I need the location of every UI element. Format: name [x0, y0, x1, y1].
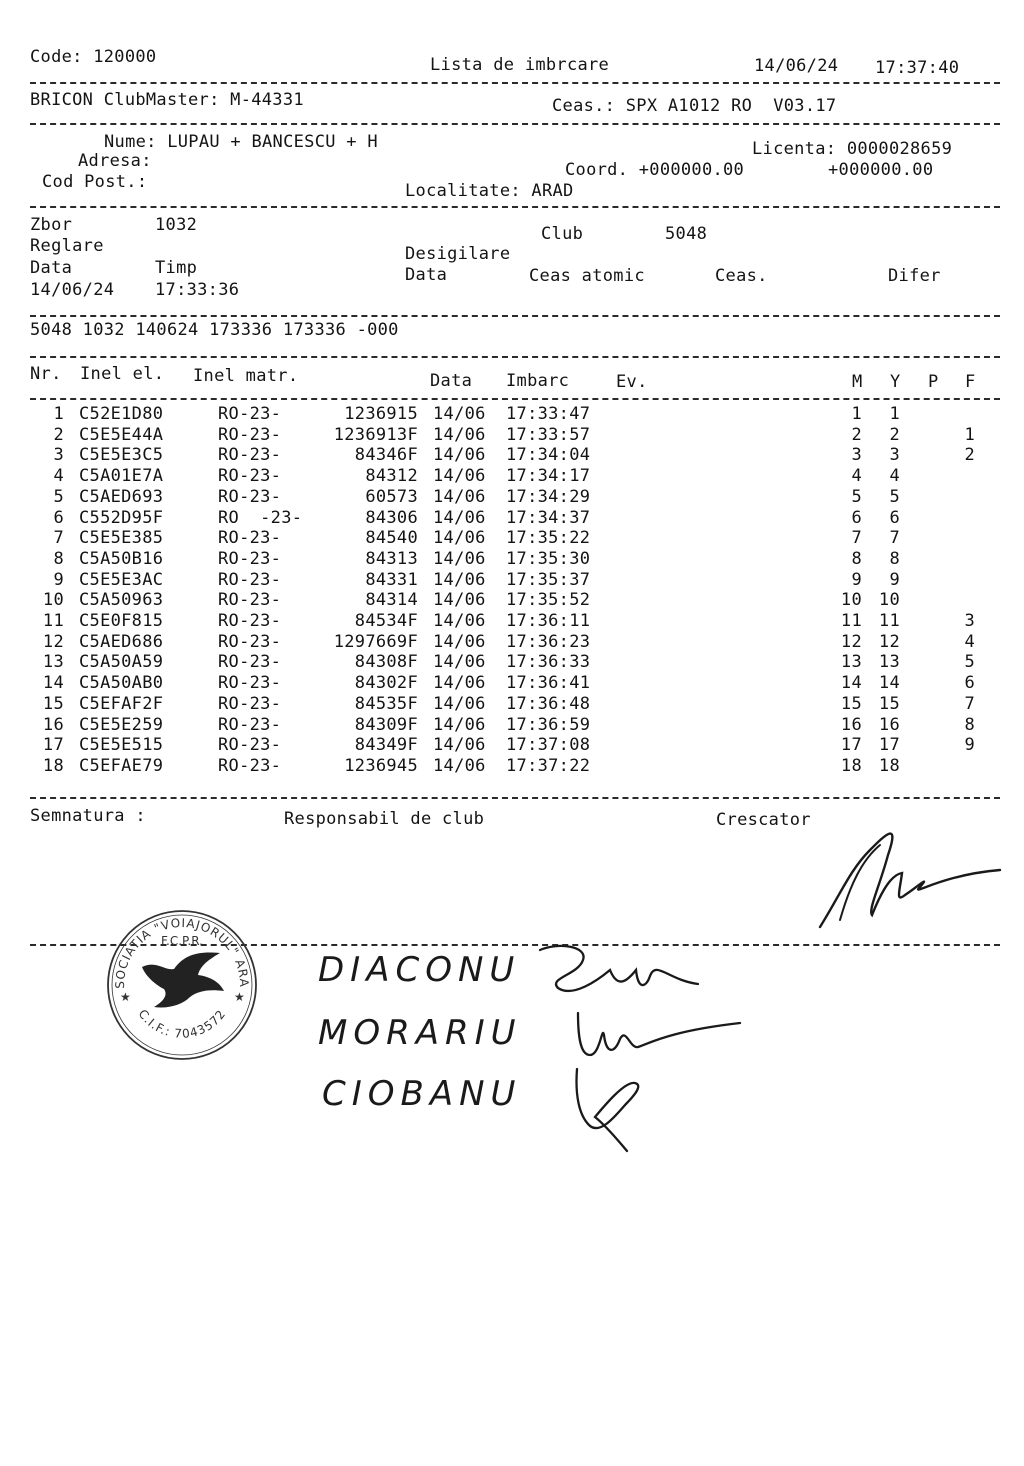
divider: [30, 206, 1000, 208]
signature-label: Semnatura :: [30, 806, 146, 826]
cell-date: 14/06: [433, 466, 486, 486]
cell-date: 14/06: [433, 673, 486, 693]
cell-nr: 9: [53, 570, 64, 590]
col-m: M: [852, 372, 863, 392]
stamp-bottom-text: C.I.F.: 7043572: [135, 1006, 229, 1041]
cell-inel-matr: RO-23-: [218, 632, 282, 652]
cell-inel-el: C5A50AB0: [79, 673, 164, 693]
dove-icon: [142, 953, 224, 1008]
signature-morariu: [570, 1005, 750, 1065]
handwritten-name-1: DIACONU: [318, 950, 521, 990]
flight-label: Zbor: [30, 215, 73, 235]
cell-inel-matr: RO-23-: [218, 673, 282, 693]
cell-inel-el: C5E5E44A: [79, 425, 164, 445]
cell-y: 10: [878, 590, 900, 610]
clock-label: Ceas.: [715, 266, 768, 286]
cell-ring-number: 84308F: [354, 652, 418, 672]
cell-m: 15: [840, 694, 862, 714]
cell-time: 17:36:41: [506, 673, 591, 693]
cell-date: 14/06: [433, 528, 486, 548]
stamp-mid-text: F.C.P.R.: [161, 934, 203, 948]
cell-time: 17:35:37: [506, 570, 591, 590]
cell-inel-matr: RO-23-: [218, 425, 282, 445]
cell-ring-number: 84306: [365, 508, 418, 528]
cell-m: 11: [840, 611, 862, 631]
cell-inel-el: C5E5E259: [79, 715, 164, 735]
cell-inel-matr: RO-23-: [218, 715, 282, 735]
cell-inel-matr: RO-23-: [218, 735, 282, 755]
cell-time: 17:34:17: [506, 466, 591, 486]
cell-f: 7: [964, 694, 975, 714]
cell-inel-matr: RO-23-: [218, 466, 282, 486]
divider: [30, 123, 1000, 125]
divider: [30, 315, 1000, 317]
cell-nr: 3: [53, 445, 64, 465]
col-p: P: [928, 372, 939, 392]
cell-y: 3: [889, 445, 900, 465]
cell-y: 12: [878, 632, 900, 652]
cell-inel-matr: RO-23-: [218, 590, 282, 610]
handwritten-name-3: CIOBANU: [322, 1074, 522, 1114]
cell-m: 16: [840, 715, 862, 735]
col-f: F: [965, 372, 976, 392]
col-inel-el: Inel el.: [80, 364, 165, 384]
club-number: 5048: [665, 224, 708, 244]
table-row: [0, 528, 1024, 549]
cell-inel-el: C552D95F: [79, 508, 164, 528]
cell-y: 17: [878, 735, 900, 755]
cell-date: 14/06: [433, 715, 486, 735]
cell-m: 18: [840, 756, 862, 776]
cell-m: 17: [840, 735, 862, 755]
divider: [30, 398, 1000, 400]
locality: Localitate: ARAD: [405, 181, 574, 201]
table-row: [0, 508, 1024, 529]
cell-time: 17:34:29: [506, 487, 591, 507]
cell-inel-el: C5E0F815: [79, 611, 164, 631]
cell-inel-el: C5EFAE79: [79, 756, 164, 776]
cell-inel-el: C5E5E385: [79, 528, 164, 548]
cell-m: 14: [840, 673, 862, 693]
cell-date: 14/06: [433, 404, 486, 424]
print-date: 14/06/24: [754, 56, 839, 76]
cell-ring-number: 60573: [365, 487, 418, 507]
cell-f: 9: [964, 735, 975, 755]
cell-inel-el: C5EFAF2F: [79, 694, 164, 714]
cell-inel-matr: RO -23-: [218, 508, 303, 528]
cell-ring-number: 1236913F: [333, 425, 418, 445]
cell-y: 5: [889, 487, 900, 507]
signature-ciobanu: [565, 1065, 655, 1155]
cell-y: 15: [878, 694, 900, 714]
cell-m: 6: [851, 508, 862, 528]
cell-f: 2: [964, 445, 975, 465]
breeder-label: Crescator: [716, 810, 811, 830]
cell-time: 17:36:11: [506, 611, 591, 631]
cell-date: 14/06: [433, 425, 486, 445]
cell-inel-el: C5E5E3AC: [79, 570, 164, 590]
signature-diaconu: [528, 940, 708, 1000]
cell-ring-number: 84346F: [354, 445, 418, 465]
code-label: Code: 120000: [30, 47, 157, 67]
postal-code-label: Cod Post.:: [42, 172, 148, 192]
divider: [30, 356, 1000, 358]
divider: [30, 797, 1000, 799]
svg-text:C.I.F.: 7043572: [135, 1007, 228, 1041]
cell-nr: 18: [42, 756, 64, 776]
cell-ring-number: 84534F: [354, 611, 418, 631]
cell-m: 7: [851, 528, 862, 548]
cell-nr: 13: [42, 652, 64, 672]
cell-nr: 2: [53, 425, 64, 445]
table-row: [0, 487, 1024, 508]
cell-m: 1: [851, 404, 862, 424]
svg-text:★: ★: [234, 990, 245, 1004]
cell-date: 14/06: [433, 611, 486, 631]
cell-y: 18: [878, 756, 900, 776]
cell-ring-number: 1297669F: [333, 632, 418, 652]
table-row: [0, 570, 1024, 591]
cell-f: 8: [964, 715, 975, 735]
coordinates-1: Coord. +000000.00: [565, 160, 745, 180]
table-row: [0, 756, 1024, 777]
cell-m: 10: [840, 590, 862, 610]
cell-m: 9: [851, 570, 862, 590]
document-title: Lista de imbrcare: [430, 55, 610, 75]
table-row: [0, 611, 1024, 632]
cell-time: 17:35:30: [506, 549, 591, 569]
cell-ring-number: 84540: [365, 528, 418, 548]
cell-ring-number: 84535F: [354, 694, 418, 714]
cell-nr: 6: [53, 508, 64, 528]
cell-y: 11: [878, 611, 900, 631]
col-imbarc: Imbarc: [506, 371, 570, 391]
table-row: [0, 404, 1024, 425]
cell-y: 7: [889, 528, 900, 548]
owner-name: Nume: LUPAU + BANCESCU + H: [104, 132, 378, 152]
cell-date: 14/06: [433, 549, 486, 569]
cell-y: 9: [889, 570, 900, 590]
reg-date-label: Data: [30, 258, 73, 278]
difference-label: Difer: [888, 266, 941, 286]
cell-inel-el: C52E1D80: [79, 404, 164, 424]
flight-number: 1032: [155, 215, 198, 235]
cell-inel-el: C5AED686: [79, 632, 164, 652]
col-y: Y: [890, 372, 901, 392]
col-inel-matr: Inel matr.: [193, 366, 299, 386]
cell-ring-number: 84331: [365, 570, 418, 590]
table-row: [0, 466, 1024, 487]
cell-date: 14/06: [433, 694, 486, 714]
table-row: [0, 425, 1024, 446]
cell-time: 17:36:23: [506, 632, 591, 652]
cell-inel-matr: RO-23-: [218, 694, 282, 714]
cell-ring-number: 84314: [365, 590, 418, 610]
cell-f: 4: [964, 632, 975, 652]
reg-time-label: Timp: [155, 258, 198, 278]
license-number: Licenta: 0000028659: [752, 139, 953, 159]
table-row: [0, 715, 1024, 736]
cell-nr: 8: [53, 549, 64, 569]
cell-m: 8: [851, 549, 862, 569]
cell-date: 14/06: [433, 756, 486, 776]
clock-info: Ceas.: SPX A1012 RO V03.17: [552, 96, 837, 116]
cell-date: 14/06: [433, 632, 486, 652]
reg-date-value: 14/06/24: [30, 280, 115, 300]
club-responsible-label: Responsabil de club: [284, 809, 485, 829]
cell-inel-matr: RO-23-: [218, 528, 282, 548]
cell-ring-number: 84349F: [354, 735, 418, 755]
cell-f: 5: [964, 652, 975, 672]
cell-nr: 12: [42, 632, 64, 652]
coordinates-2: +000000.00: [828, 160, 934, 180]
table-row: [0, 735, 1024, 756]
cell-nr: 7: [53, 528, 64, 548]
cell-inel-matr: RO-23-: [218, 756, 282, 776]
cell-nr: 10: [42, 590, 64, 610]
cell-y: 6: [889, 508, 900, 528]
table-row: [0, 632, 1024, 653]
cell-y: 13: [878, 652, 900, 672]
cell-ring-number: 84313: [365, 549, 418, 569]
cell-y: 14: [878, 673, 900, 693]
print-time: 17:37:40: [875, 58, 960, 78]
table-row: [0, 694, 1024, 715]
cell-inel-matr: RO-23-: [218, 611, 282, 631]
clubmaster-label: BRICON ClubMaster: M-44331: [30, 90, 304, 110]
cell-y: 4: [889, 466, 900, 486]
unseal-date-label: Data: [405, 265, 448, 285]
cell-m: 2: [851, 425, 862, 445]
cell-nr: 5: [53, 487, 64, 507]
cell-time: 17:36:59: [506, 715, 591, 735]
cell-nr: 17: [42, 735, 64, 755]
divider: [30, 82, 1000, 84]
cell-inel-el: C5A50A59: [79, 652, 164, 672]
cell-inel-matr: RO-23-: [218, 404, 282, 424]
cell-inel-matr: RO-23-: [218, 652, 282, 672]
cell-inel-el: C5AED693: [79, 487, 164, 507]
table-row: [0, 445, 1024, 466]
cell-ring-number: 1236915: [344, 404, 418, 424]
svg-text:★: ★: [120, 990, 131, 1004]
cell-nr: 4: [53, 466, 64, 486]
association-stamp: [96, 894, 262, 1065]
cell-nr: 16: [42, 715, 64, 735]
cell-inel-el: C5E5E515: [79, 735, 164, 755]
flight-code-line: 5048 1032 140624 173336 173336 -000: [30, 320, 399, 340]
cell-nr: 11: [42, 611, 64, 631]
col-data: Data: [430, 371, 473, 391]
cell-inel-matr: RO-23-: [218, 487, 282, 507]
cell-y: 1: [889, 404, 900, 424]
cell-time: 17:35:22: [506, 528, 591, 548]
cell-y: 2: [889, 425, 900, 445]
cell-time: 17:37:22: [506, 756, 591, 776]
cell-nr: 15: [42, 694, 64, 714]
breeder-signature: [810, 815, 1010, 935]
col-ev: Ev.: [616, 372, 648, 392]
cell-m: 4: [851, 466, 862, 486]
cell-ring-number: 1236945: [344, 756, 418, 776]
cell-inel-el: C5A01E7A: [79, 466, 164, 486]
cell-time: 17:34:37: [506, 508, 591, 528]
handwritten-name-2: MORARIU: [318, 1013, 522, 1053]
cell-f: 6: [964, 673, 975, 693]
cell-nr: 14: [42, 673, 64, 693]
table-row: [0, 652, 1024, 673]
cell-date: 14/06: [433, 508, 486, 528]
cell-time: 17:33:57: [506, 425, 591, 445]
cell-m: 5: [851, 487, 862, 507]
club-label: Club: [541, 224, 584, 244]
cell-time: 17:33:47: [506, 404, 591, 424]
cell-ring-number: 84302F: [354, 673, 418, 693]
unsealing-label: Desigilare: [405, 244, 511, 264]
regulation-label: Reglare: [30, 236, 104, 256]
cell-date: 14/06: [433, 735, 486, 755]
cell-inel-el: C5E5E3C5: [79, 445, 164, 465]
cell-time: 17:37:08: [506, 735, 591, 755]
table-row: [0, 673, 1024, 694]
cell-date: 14/06: [433, 652, 486, 672]
reg-time-value: 17:33:36: [155, 280, 240, 300]
cell-date: 14/06: [433, 570, 486, 590]
cell-ring-number: 84309F: [354, 715, 418, 735]
cell-m: 12: [840, 632, 862, 652]
atomic-clock-label: Ceas atomic: [529, 266, 645, 286]
cell-f: 1: [964, 425, 975, 445]
table-row: [0, 590, 1024, 611]
cell-nr: 1: [53, 404, 64, 424]
cell-inel-el: C5A50963: [79, 590, 164, 610]
cell-inel-matr: RO-23-: [218, 445, 282, 465]
cell-y: 16: [878, 715, 900, 735]
cell-inel-matr: RO-23-: [218, 570, 282, 590]
cell-date: 14/06: [433, 590, 486, 610]
cell-time: 17:36:48: [506, 694, 591, 714]
cell-time: 17:36:33: [506, 652, 591, 672]
cell-ring-number: 84312: [365, 466, 418, 486]
table-row: [0, 549, 1024, 570]
cell-m: 13: [840, 652, 862, 672]
cell-time: 17:34:04: [506, 445, 591, 465]
cell-inel-matr: RO-23-: [218, 549, 282, 569]
cell-time: 17:35:52: [506, 590, 591, 610]
cell-inel-el: C5A50B16: [79, 549, 164, 569]
cell-y: 8: [889, 549, 900, 569]
col-nr: Nr.: [30, 364, 62, 384]
cell-m: 3: [851, 445, 862, 465]
address-label: Adresa:: [78, 151, 152, 171]
stamp-top-text: ASOCIATIA "VOIAJORUL" ARAD: [96, 894, 252, 989]
cell-f: 3: [964, 611, 975, 631]
cell-date: 14/06: [433, 487, 486, 507]
cell-date: 14/06: [433, 445, 486, 465]
